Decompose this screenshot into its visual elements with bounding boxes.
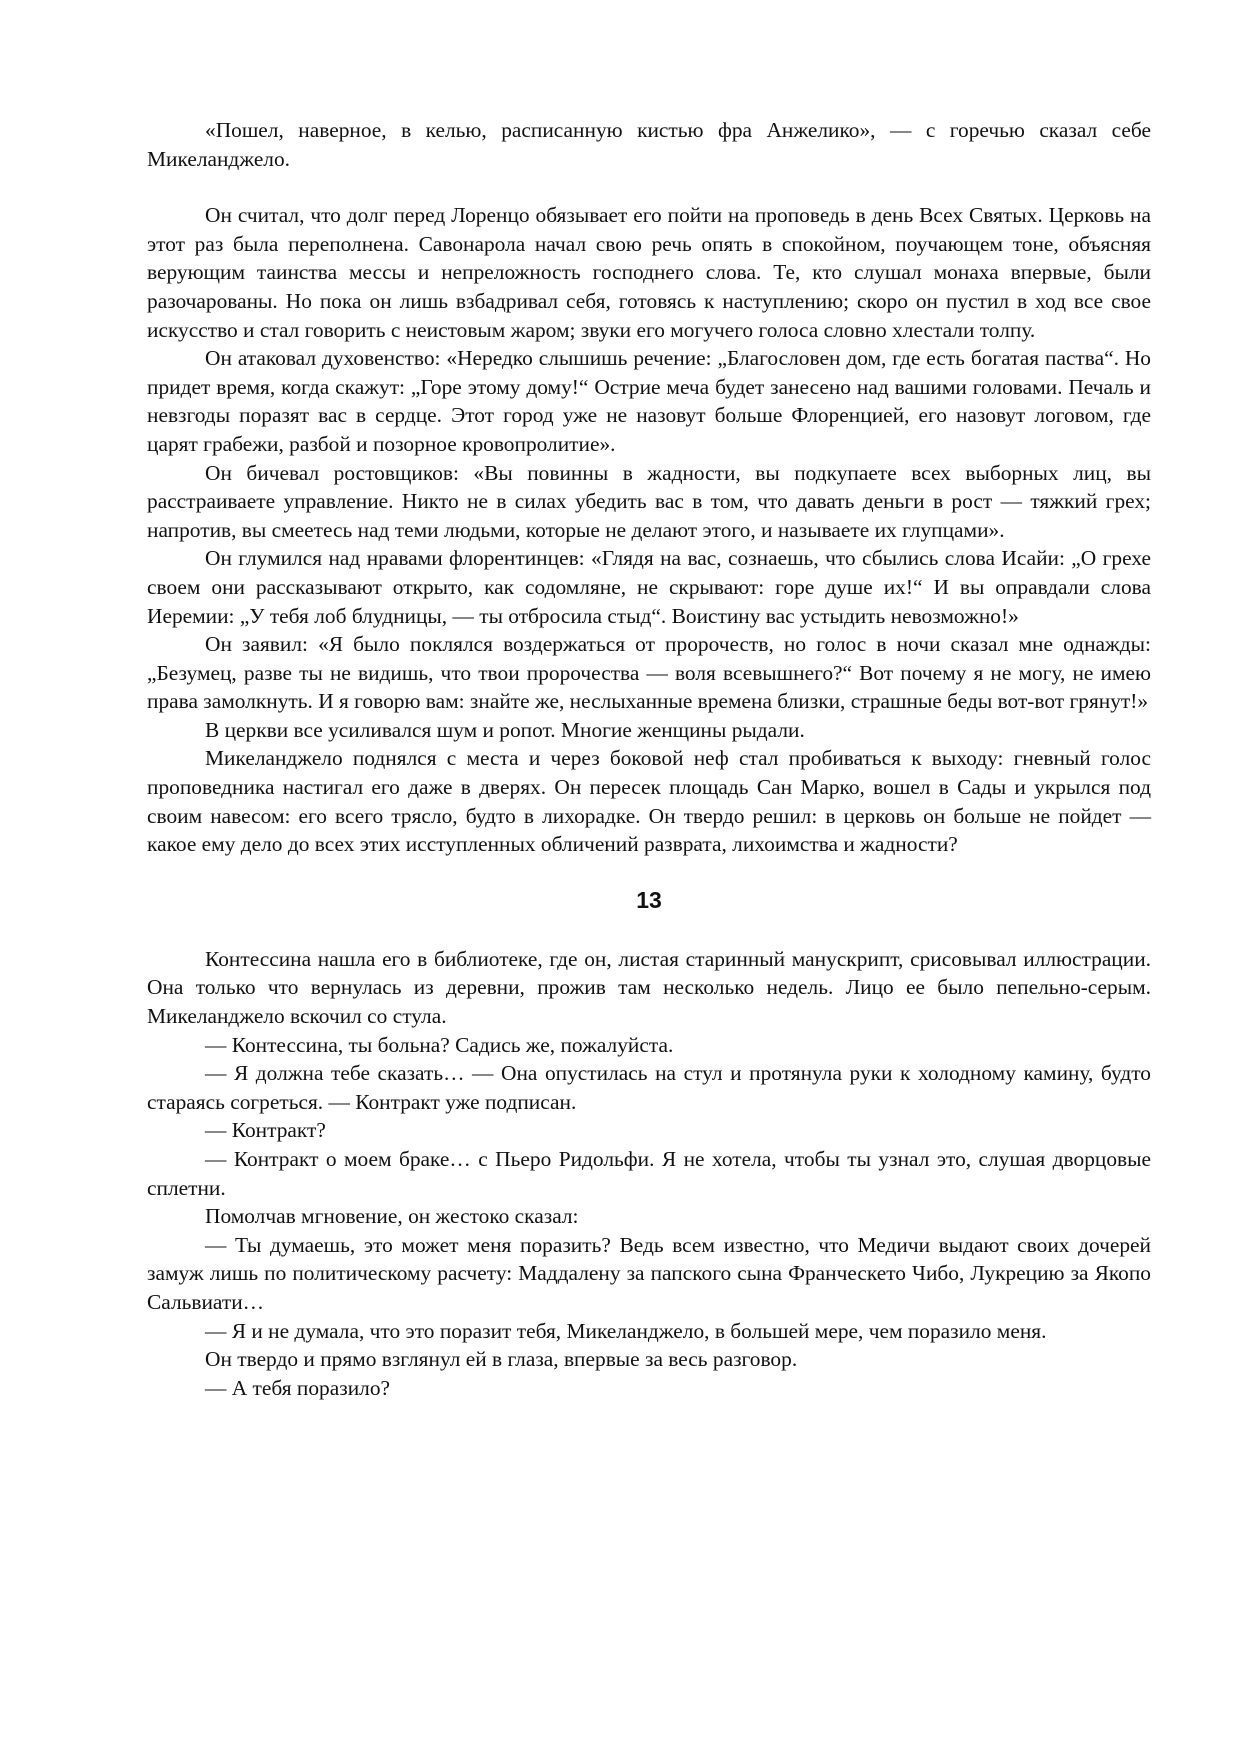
paragraph: — Контракт о моем браке… с Пьеро Ридольфи. Я не хотела, чтобы ты узнал это, слушая дворцовые сплетни. xyxy=(147,1147,1151,1200)
paragraph: Он считал, что долг перед Лоренцо обязывает его пойти на проповедь в день Всех Святых. Церковь на этот раз была переполнена. Савонарола начал свою речь опять в спокойном, поучающем тоне, объясняя верующим таинства мессы и непреложность господнего слова. Те, кто слушал монаха впервые, были разочарованы. Но пока он лишь взбадривал себя, готовясь к наступлению; скоро он пустил в ход все свое искусство и стал говорить с неистовым жаром; звуки его могучего голоса словно хлестали толпу. xyxy=(147,203,1151,342)
paragraph: — Контракт? xyxy=(205,1118,326,1143)
paragraph: — Я должна тебе сказать… — Она опустилась на стул и протянула руки к холодному камину, будто стараясь согреться. — Контракт уже подписан. xyxy=(147,1061,1151,1114)
paragraph: Он заявил: «Я было поклялся воздержаться от пророчеств, но голос в ночи сказал мне однажды: „Безумец, разве ты не видишь, что твои пророчества — воля всевышнего?“ Вот почему я не могу, не имею права замолкнуть. И я говорю вам: знайте же, неслыханные времена близки, страшные беды вот-вот грянут!» xyxy=(147,632,1151,714)
paragraph: — А тебя поразило? xyxy=(205,1375,391,1400)
paragraph: — Я и не думала, что это поразит тебя, Микеланджело, в большей мере, чем поразило меня. xyxy=(205,1318,1047,1343)
book-page xyxy=(147,116,1151,1402)
paragraph: В церкви все усиливался шум и ропот. Многие женщины рыдали. xyxy=(205,717,805,742)
paragraph: Помолчав мгновение, он жестоко сказал: xyxy=(205,1204,579,1229)
paragraph: Он атаковал духовенство: «Нередко слышишь речение: „Благословен дом, где есть богатая паства“. Но придет время, когда скажут: „Горе этому дому!“ Острие меча будет занесено над вашими головами. Печаль и невзгоды поразят вас в сердце. Этот город уже не назовут больше Флоренцией, его назовут логовом, где царят грабежи, разбой и позорное кровопролитие». xyxy=(147,346,1151,456)
paragraph: Контессина нашла его в библиотеке, где он, листая старинный манускрипт, срисовывал иллюстрации. Она только что вернулась из деревни, прожив там несколько недель. Лицо ее было пепельно-серым. Микеланджело вскочил со стула. xyxy=(147,946,1151,1029)
paragraph: Он бичевал ростовщиков: «Вы повинны в жадности, вы подкупаете всех выборных лиц, вы расстраиваете управление. Никто не в силах убедить вас в том, что давать деньги в рост — тяжкий грех; напротив, вы смеетесь над теми людьми, которые не делают этого, и называете их глупцами». xyxy=(147,460,1151,542)
paragraph: Он глумился над нравами флорентинцев: «Глядя на вас, сознаешь, что сбылись слова Исайи: „О грехе своем они рассказывают открыто, как содомляне, не скрывают: горе душе их!“ И вы оправдали слова Иеремии: „У тебя лоб блудницы, — ты отбросила стыд“. Воистину вас устыдить невозможно!» xyxy=(147,546,1151,628)
paragraph: Микеланджело поднялся с места и через боковой неф стал пробиваться к выходу: гневный голос проповедника настигал его даже в дверях. Он пересек площадь Сан Марко, вошел в Сады и укрылся под своим навесом: его всего трясло, будто в лихорадке. Он твердо решил: в церковь он больше не пойдет — какое ему дело до всех этих исступленных обличений разврата, лихоимства и жадности? xyxy=(147,746,1151,857)
paragraph: Он твердо и прямо взглянул ей в глаза, впервые за весь разговор. xyxy=(205,1347,798,1372)
chapter-number: 13 xyxy=(636,886,662,913)
paragraph: — Контессина, ты больна? Садись же, пожалуйста. xyxy=(205,1032,674,1057)
paragraph: — Ты думаешь, это может меня поразить? Ведь всем известно, что Медичи выдают своих дочерей замуж лишь по политическому расчету: Маддалену за папского сына Франческето Чибо, Лукрецию за Якопо Сальвиати… xyxy=(147,1232,1151,1314)
paragraph: «Пошел, наверное, в келью, расписанную кистью фра Анжелико», — с горечью сказал себе Микеланджело. xyxy=(147,118,1151,171)
